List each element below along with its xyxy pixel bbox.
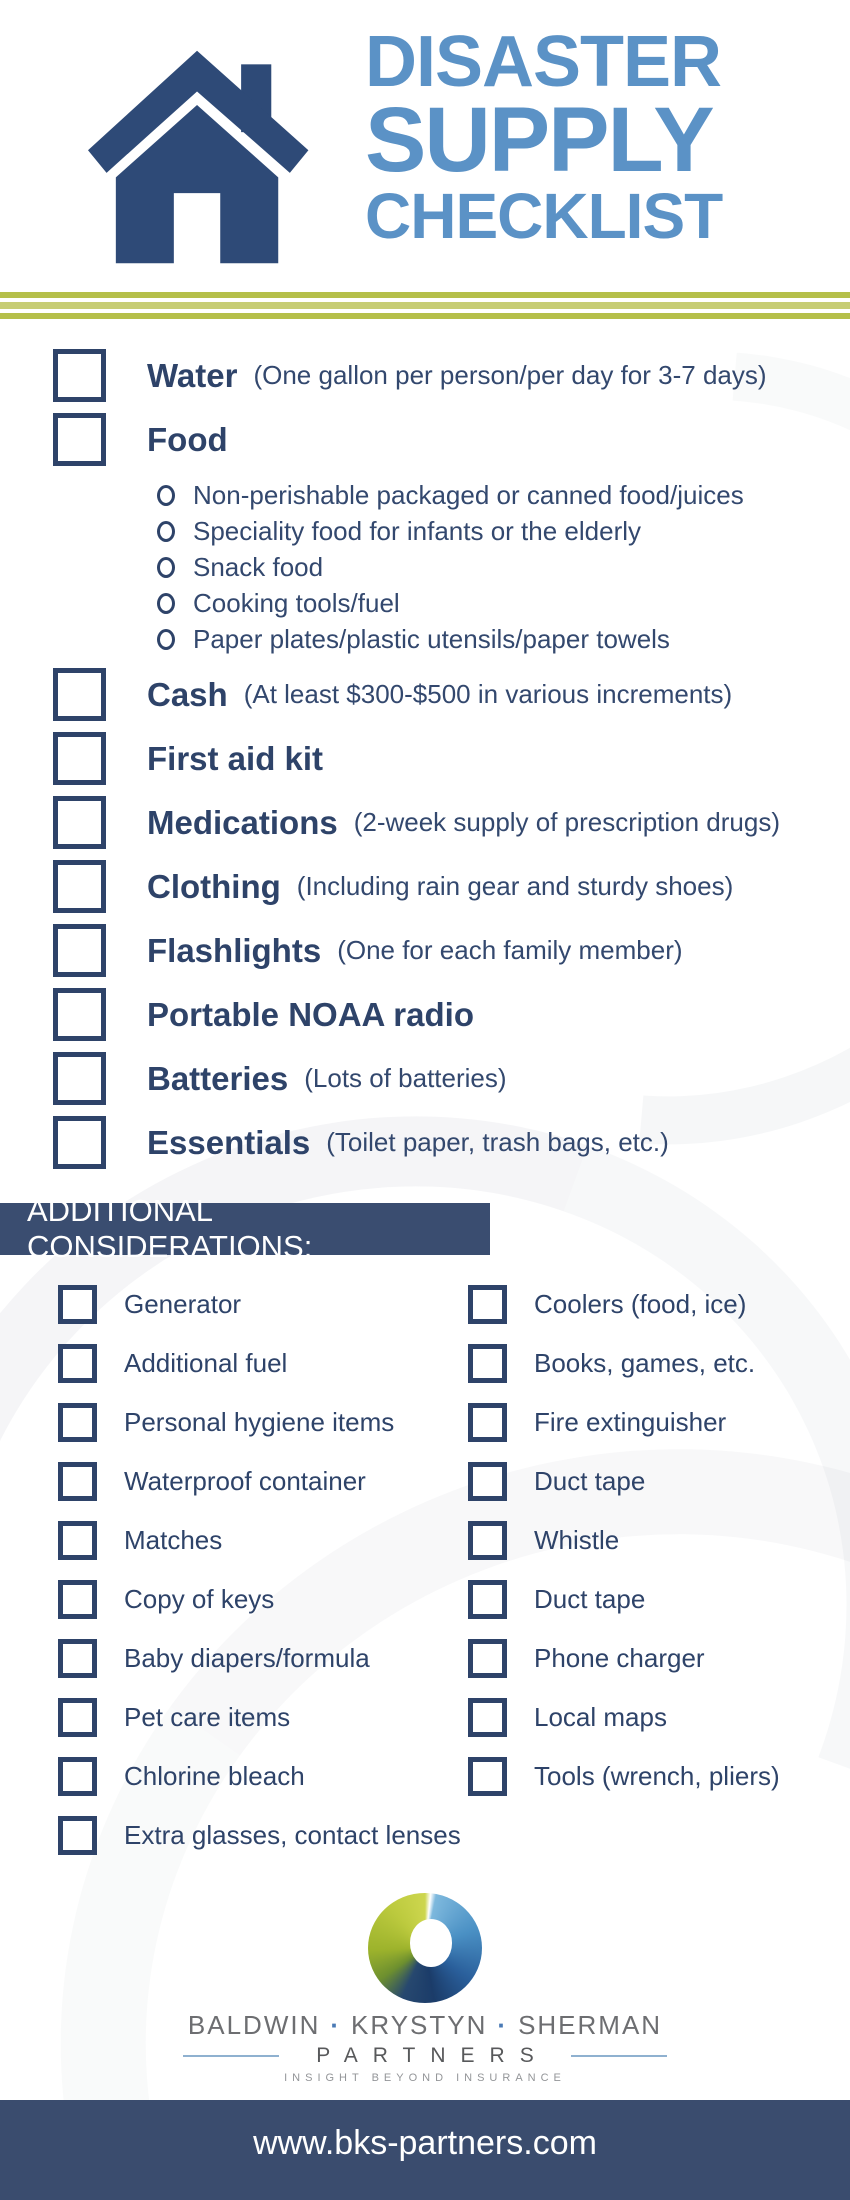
item-note: (2-week supply of prescription drugs) xyxy=(353,807,780,837)
checklist-item xyxy=(53,988,833,1041)
checklist-row xyxy=(53,668,833,721)
additional-item-row xyxy=(58,1698,438,1737)
divider-stripes xyxy=(0,292,850,319)
additional-item-label: Baby diapers/formula xyxy=(124,1643,370,1673)
stripe xyxy=(0,292,850,298)
checklist-row xyxy=(53,1116,833,1169)
checkbox[interactable] xyxy=(468,1580,507,1619)
checkbox[interactable] xyxy=(58,1639,97,1678)
checkbox[interactable] xyxy=(468,1698,507,1737)
brand-word: BALDWIN xyxy=(187,2010,321,2040)
checklist-item xyxy=(53,796,833,849)
additional-item-row xyxy=(468,1462,848,1501)
main-checklist xyxy=(53,349,833,1169)
additional-right-column xyxy=(468,1285,848,1796)
page-title xyxy=(365,22,745,252)
checkbox[interactable] xyxy=(53,860,106,913)
additional-item-label: Additional fuel xyxy=(124,1348,288,1378)
checkbox[interactable] xyxy=(468,1462,507,1501)
additional-item-row xyxy=(468,1403,848,1442)
checklist-item xyxy=(53,1052,833,1105)
additional-item-label: Coolers (food, ice) xyxy=(534,1289,747,1319)
additional-considerations-banner xyxy=(0,1193,490,1264)
item-label: Flashlights xyxy=(147,931,322,969)
additional-item-label: Chlorine bleach xyxy=(124,1761,305,1791)
additional-item-row xyxy=(468,1757,848,1796)
additional-item-label: Fire extinguisher xyxy=(534,1407,727,1437)
additional-item-label: Matches xyxy=(124,1525,223,1555)
additional-item-label: Tools (wrench, pliers) xyxy=(534,1761,780,1791)
additional-item-label: Generator xyxy=(124,1289,242,1319)
sub-item-label: Non-perishable packaged or canned food/juices xyxy=(193,479,744,510)
sub-item-label: Snack food xyxy=(193,551,324,582)
website-link[interactable]: www.bks-partners.com xyxy=(253,2124,597,2162)
circle-bullet-icon xyxy=(157,629,175,650)
item-label: Essentials xyxy=(147,1123,311,1161)
circle-bullet-icon xyxy=(157,521,175,542)
checkbox[interactable] xyxy=(53,1052,106,1105)
additional-item-row xyxy=(58,1580,438,1619)
additional-item-row xyxy=(58,1403,438,1442)
additional-item-row xyxy=(58,1462,438,1501)
checkbox[interactable] xyxy=(58,1462,97,1501)
partners-left-rule xyxy=(183,2055,279,2057)
item-label: Clothing xyxy=(147,867,281,905)
checkbox[interactable] xyxy=(468,1521,507,1560)
circle-bullet-icon xyxy=(157,485,175,506)
checklist-item xyxy=(53,1116,833,1169)
sub-item-label: Paper plates/plastic utensils/paper towels xyxy=(193,623,670,654)
additional-item-row xyxy=(58,1344,438,1383)
checkbox[interactable] xyxy=(58,1816,97,1855)
checkbox[interactable] xyxy=(58,1344,97,1383)
checklist-row xyxy=(53,988,833,1041)
checkbox[interactable] xyxy=(468,1757,507,1796)
checklist-item xyxy=(53,413,833,657)
item-label: Food xyxy=(147,420,228,458)
brand-word: SHERMAN xyxy=(518,2010,663,2040)
checklist-item xyxy=(53,349,833,402)
checklist-row xyxy=(53,732,833,785)
partners-right-rule xyxy=(571,2055,667,2057)
additional-item-label: Books, games, etc. xyxy=(534,1348,756,1378)
checkbox[interactable] xyxy=(53,1116,106,1169)
footer-bar xyxy=(0,2100,850,2200)
checklist-row xyxy=(53,1052,833,1105)
checkbox[interactable] xyxy=(58,1580,97,1619)
checkbox[interactable] xyxy=(58,1403,97,1442)
checkbox[interactable] xyxy=(58,1285,97,1324)
checklist-row xyxy=(53,349,833,402)
title-word-checklist: CHECKLIST xyxy=(365,180,723,252)
item-label: First aid kit xyxy=(147,739,324,777)
item-label: Water xyxy=(147,356,238,394)
sub-item-row xyxy=(157,549,833,585)
checkbox[interactable] xyxy=(53,924,106,977)
stripe xyxy=(0,302,850,309)
additional-item-row xyxy=(468,1698,848,1737)
additional-item-label: Duct tape xyxy=(534,1584,646,1614)
additional-item-row xyxy=(58,1521,438,1560)
brand-separator-dot: · xyxy=(330,2010,342,2040)
checklist-item xyxy=(53,860,833,913)
checkbox[interactable] xyxy=(53,796,106,849)
additional-item-label: Phone charger xyxy=(534,1643,705,1673)
item-note: (One gallon per person/per day for 3-7 days) xyxy=(253,360,767,390)
sub-item-label: Speciality food for infants or the elderly xyxy=(193,515,642,546)
additional-item-label: Duct tape xyxy=(534,1466,646,1496)
additional-item-label: Local maps xyxy=(534,1702,667,1732)
checkbox[interactable] xyxy=(53,988,106,1041)
sub-item-row xyxy=(157,621,833,657)
checkbox[interactable] xyxy=(58,1521,97,1560)
brand-partners-row xyxy=(0,2044,850,2068)
sub-item-label: Cooking tools/fuel xyxy=(193,587,400,618)
additional-item-row xyxy=(468,1285,848,1324)
additional-item-label: Personal hygiene items xyxy=(124,1407,395,1437)
checkbox[interactable] xyxy=(468,1639,507,1678)
additional-considerations-heading: ADDITIONAL CONSIDERATIONS: xyxy=(27,1193,313,1264)
item-note: (Toilet paper, trash bags, etc.) xyxy=(326,1127,669,1157)
checkbox[interactable] xyxy=(58,1757,97,1796)
additional-item-label: Copy of keys xyxy=(124,1584,275,1614)
brand-separator-dot: · xyxy=(497,2010,509,2040)
checkbox[interactable] xyxy=(53,349,106,402)
item-note: (At least $300-$500 in various increments) xyxy=(243,679,733,709)
item-note: (Including rain gear and sturdy shoes) xyxy=(296,871,734,901)
checkbox[interactable] xyxy=(468,1344,507,1383)
checklist-row xyxy=(53,796,833,849)
brand-line xyxy=(0,2010,850,2041)
checkbox[interactable] xyxy=(53,668,106,721)
checkbox[interactable] xyxy=(468,1403,507,1442)
checklist-row xyxy=(53,924,833,977)
item-note: (Lots of batteries) xyxy=(304,1063,507,1093)
brand-tagline: INSIGHT BEYOND INSURANCE xyxy=(284,2072,566,2084)
brand-sub-label: PARTNERS xyxy=(316,2044,549,2067)
circle-bullet-icon xyxy=(157,557,175,578)
checklist-item xyxy=(53,732,833,785)
checkbox[interactable] xyxy=(53,732,106,785)
stripe xyxy=(0,313,850,319)
checkbox[interactable] xyxy=(468,1285,507,1324)
title-word-supply: SUPPLY xyxy=(365,89,713,191)
checkbox[interactable] xyxy=(53,413,106,466)
item-label: Batteries xyxy=(147,1059,289,1097)
sub-item-row xyxy=(157,585,833,621)
item-label: Portable NOAA radio xyxy=(147,995,474,1033)
item-label: Cash xyxy=(147,675,228,713)
additional-item-row xyxy=(58,1757,438,1796)
checklist-item xyxy=(53,668,833,721)
brand-word: KRYSTYN xyxy=(351,2010,488,2040)
additional-left-column xyxy=(58,1285,461,1855)
additional-item-label: Waterproof container xyxy=(124,1466,366,1496)
checklist-row xyxy=(53,413,833,466)
title-word-disaster: DISASTER xyxy=(365,22,722,102)
additional-item-label: Whistle xyxy=(534,1525,620,1555)
additional-item-row xyxy=(468,1639,848,1678)
sub-item-list xyxy=(157,477,833,657)
additional-item-row xyxy=(468,1344,848,1383)
additional-item-label: Pet care items xyxy=(124,1702,291,1732)
home-icon xyxy=(88,44,320,270)
circle-bullet-icon xyxy=(157,593,175,614)
swirl-logo xyxy=(368,1893,482,2003)
additional-item-row xyxy=(468,1521,848,1560)
additional-item-label: Extra glasses, contact lenses xyxy=(124,1820,461,1850)
sub-item-row xyxy=(157,513,833,549)
additional-item-row xyxy=(58,1816,461,1855)
additional-item-row xyxy=(58,1639,438,1678)
additional-item-row xyxy=(58,1285,438,1324)
sub-item-row xyxy=(157,477,833,513)
item-note: (One for each family member) xyxy=(337,935,683,965)
checklist-row xyxy=(53,860,833,913)
additional-item-row xyxy=(468,1580,848,1619)
checkbox[interactable] xyxy=(58,1698,97,1737)
item-label: Medications xyxy=(147,803,338,841)
checklist-item xyxy=(53,924,833,977)
